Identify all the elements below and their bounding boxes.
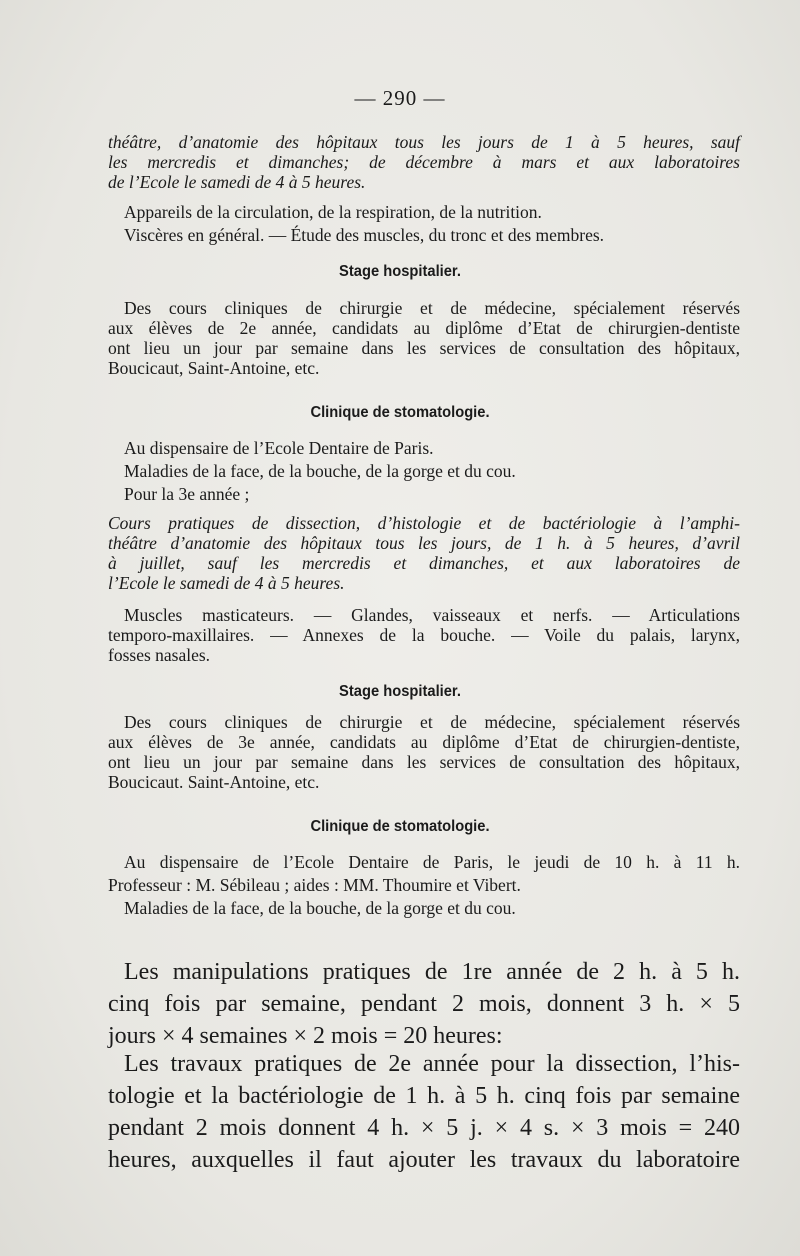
stage-1-paragraph <box>108 298 740 378</box>
text-line: Des cours cliniques de chirurgie et de médecine, spécialement réservés <box>124 298 740 318</box>
text-line: théâtre, d’anatomie des hôpitaux tous les jours de 1 à 5 heures, sauf <box>108 132 740 152</box>
text-line: Cours pratiques de dissection, d’histologie et de bactériologie à l’amphi- <box>108 513 740 533</box>
text-line: Au dispensaire de l’Ecole Dentaire de Paris. <box>124 438 434 458</box>
section-heading-clinique-2: Clinique de stomatologie. <box>310 818 490 835</box>
text-line: Professeur : M. Sébileau ; aides : MM. Thoumire et Vibert. <box>108 875 521 895</box>
muscles-paragraph <box>108 605 740 665</box>
cours-paragraph <box>108 513 740 593</box>
text-line: Boucicaut, Saint-Antoine, etc. <box>108 358 320 378</box>
summary-paragraph-1 <box>108 956 740 1052</box>
text-line: aux élèves de 3e année, candidats au diplôme d’Etat de chirurgien-dentiste, <box>108 732 740 752</box>
text-line: heures, auxquelles il faut ajouter les travaux du laboratoire <box>108 1147 740 1173</box>
clinique-1-paragraph <box>108 438 740 504</box>
text-line: théâtre d’anatomie des hôpitaux tous les jours, de 1 h. à 5 heures, d’avril <box>108 533 740 553</box>
text-line: Au dispensaire de l’Ecole Dentaire de Paris, le jeudi de 10 h. à 11 h. <box>124 852 740 872</box>
summary-paragraph-2 <box>108 1048 740 1176</box>
text-line: Maladies de la face, de la bouche, de la gorge et du cou. <box>124 461 516 481</box>
text-line: Maladies de la face, de la bouche, de la gorge et du cou. <box>124 898 516 918</box>
section-heading-stage-1: Stage hospitalier. <box>339 263 461 280</box>
section-heading-clinique-1: Clinique de stomatologie. <box>310 404 490 421</box>
text-line: fosses nasales. <box>108 645 211 665</box>
text-line: aux élèves de 2e année, candidats au diplôme d’Etat de chirurgien-dentiste <box>108 318 740 338</box>
text-line: Viscères en général. — Étude des muscles, du tronc et des membres. <box>124 225 605 245</box>
text-line: cinq fois par semaine, pendant 2 mois, donnent 3 h. × 5 <box>108 991 740 1017</box>
text-line: pendant 2 mois donnent 4 h. × 5 j. × 4 s. × 3 mois = 240 <box>108 1115 740 1141</box>
text-line: Les travaux pratiques de 2e année pour la dissection, l’his- <box>124 1051 740 1077</box>
text-line: Appareils de la circulation, de la respiration, de la nutrition. <box>124 202 542 222</box>
text-line: tologie et la bactériologie de 1 h. à 5 h. cinq fois par semaine <box>108 1083 740 1109</box>
page-number: — 290 — <box>354 86 446 110</box>
text-line: de l’Ecole le samedi de 4 à 5 heures. <box>108 172 366 192</box>
text-line: Boucicaut. Saint-Antoine, etc. <box>108 772 320 792</box>
stage-2-paragraph <box>108 712 740 792</box>
section-heading-stage-2: Stage hospitalier. <box>339 683 461 700</box>
clinique-2-paragraph <box>108 852 740 918</box>
text-line: les mercredis et dimanches; de décembre à mars et aux laboratoires <box>108 152 740 172</box>
text-line: Des cours cliniques de chirurgie et de médecine, spécialement réservés <box>124 712 740 732</box>
text-line: temporo-maxillaires. — Annexes de la bouche. — Voile du palais, larynx, <box>108 625 740 645</box>
text-line: ont lieu un jour par semaine dans les services de consultation des hôpitaux, <box>108 338 740 358</box>
topics-paragraph <box>108 202 740 245</box>
intro-paragraph <box>108 132 740 192</box>
text-line: Muscles masticateurs. — Glandes, vaisseaux et nerfs. — Articulations <box>124 605 740 625</box>
text-line: Les manipulations pratiques de 1re année de 2 h. à 5 h. <box>124 959 740 985</box>
text-line: à juillet, sauf les mercredis et dimanches, et aux laboratoires de <box>108 553 740 573</box>
text-line: ont lieu un jour par semaine dans les services de consultation des hôpitaux, <box>108 752 740 772</box>
text-line: Pour la 3e année ; <box>124 484 250 504</box>
text-line: jours × 4 semaines × 2 mois = 20 heures: <box>108 1023 503 1049</box>
text-line: l’Ecole le samedi de 4 à 5 heures. <box>108 573 345 593</box>
